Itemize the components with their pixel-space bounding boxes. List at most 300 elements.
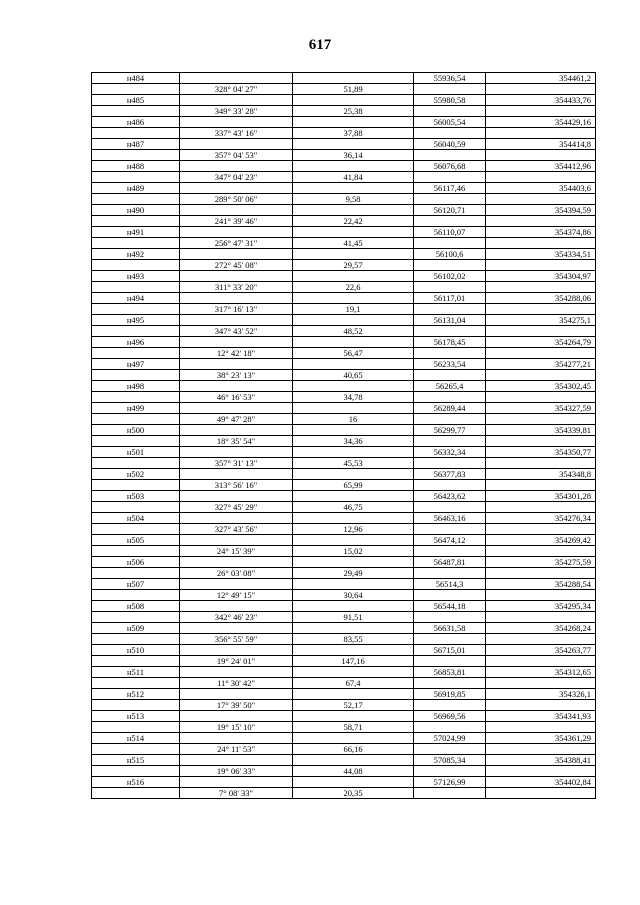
- y-coordinate-cell: [486, 678, 596, 689]
- point-row: [92, 491, 596, 502]
- point-row: [92, 205, 596, 216]
- x-coordinate-cell: 56853,81: [414, 667, 486, 678]
- x-coordinate-cell: [414, 590, 486, 601]
- segment-row: [92, 260, 596, 271]
- distance-cell: 22,42: [293, 216, 414, 227]
- x-coordinate-cell: [414, 194, 486, 205]
- y-coordinate-cell: [486, 326, 596, 337]
- distance-cell: 19,1: [293, 304, 414, 315]
- x-coordinate-cell: 56715,01: [414, 645, 486, 656]
- point-row: [92, 139, 596, 150]
- x-coordinate-cell: 57126,99: [414, 777, 486, 788]
- distance-cell: 16: [293, 414, 414, 425]
- y-coordinate-cell: [486, 172, 596, 183]
- point-cell: н513: [92, 711, 180, 722]
- y-coordinate-cell: [486, 524, 596, 535]
- y-coordinate-cell: 354295,34: [486, 601, 596, 612]
- x-coordinate-cell: [414, 766, 486, 777]
- point-cell: [92, 370, 180, 381]
- distance-cell: [293, 425, 414, 436]
- segment-row: [92, 414, 596, 425]
- x-coordinate-cell: 57024,99: [414, 733, 486, 744]
- segment-row: [92, 546, 596, 557]
- point-cell: [92, 194, 180, 205]
- x-coordinate-cell: 56131,04: [414, 315, 486, 326]
- segment-row: [92, 106, 596, 117]
- point-row: [92, 403, 596, 414]
- y-coordinate-cell: 354334,51: [486, 249, 596, 260]
- angle-cell: 19° 15' 10": [180, 722, 293, 733]
- x-coordinate-cell: [414, 150, 486, 161]
- point-cell: н512: [92, 689, 180, 700]
- x-coordinate-cell: 56332,34: [414, 447, 486, 458]
- distance-cell: 15,02: [293, 546, 414, 557]
- y-coordinate-cell: [486, 700, 596, 711]
- distance-cell: [293, 227, 414, 238]
- distance-cell: [293, 205, 414, 216]
- segment-row: [92, 480, 596, 491]
- y-coordinate-cell: 354361,29: [486, 733, 596, 744]
- y-coordinate-cell: [486, 414, 596, 425]
- distance-cell: [293, 73, 414, 84]
- point-cell: [92, 414, 180, 425]
- angle-cell: 272° 45' 08": [180, 260, 293, 271]
- x-coordinate-cell: 56117,46: [414, 183, 486, 194]
- point-cell: [92, 656, 180, 667]
- x-coordinate-cell: 56377,83: [414, 469, 486, 480]
- y-coordinate-cell: 354388,41: [486, 755, 596, 766]
- segment-row: [92, 766, 596, 777]
- y-coordinate-cell: 354461,2: [486, 73, 596, 84]
- distance-cell: [293, 183, 414, 194]
- x-coordinate-cell: 56117,01: [414, 293, 486, 304]
- distance-cell: [293, 359, 414, 370]
- x-coordinate-cell: [414, 84, 486, 95]
- point-cell: н485: [92, 95, 180, 106]
- angle-cell: [180, 205, 293, 216]
- point-cell: н516: [92, 777, 180, 788]
- angle-cell: [180, 777, 293, 788]
- point-cell: н515: [92, 755, 180, 766]
- point-cell: [92, 260, 180, 271]
- distance-cell: [293, 777, 414, 788]
- x-coordinate-cell: [414, 458, 486, 469]
- angle-cell: [180, 293, 293, 304]
- segment-row: [92, 304, 596, 315]
- x-coordinate-cell: [414, 700, 486, 711]
- y-coordinate-cell: 354402,84: [486, 777, 596, 788]
- x-coordinate-cell: 56299,77: [414, 425, 486, 436]
- distance-cell: [293, 689, 414, 700]
- point-cell: [92, 348, 180, 359]
- x-coordinate-cell: [414, 282, 486, 293]
- angle-cell: 337° 43' 16": [180, 128, 293, 139]
- x-coordinate-cell: 56040,59: [414, 139, 486, 150]
- point-row: [92, 183, 596, 194]
- x-coordinate-cell: 56102,02: [414, 271, 486, 282]
- y-coordinate-cell: 354304,97: [486, 271, 596, 282]
- point-cell: н506: [92, 557, 180, 568]
- y-coordinate-cell: 354341,93: [486, 711, 596, 722]
- y-coordinate-cell: [486, 370, 596, 381]
- x-coordinate-cell: 56110,07: [414, 227, 486, 238]
- point-cell: н514: [92, 733, 180, 744]
- y-coordinate-cell: 354276,34: [486, 513, 596, 524]
- x-coordinate-cell: 56100,6: [414, 249, 486, 260]
- point-cell: н490: [92, 205, 180, 216]
- y-coordinate-cell: 354264,79: [486, 337, 596, 348]
- point-row: [92, 425, 596, 436]
- angle-cell: 49° 47' 28": [180, 414, 293, 425]
- angle-cell: 327° 43' 56": [180, 524, 293, 535]
- distance-cell: 65,99: [293, 480, 414, 491]
- distance-cell: [293, 623, 414, 634]
- point-row: [92, 711, 596, 722]
- point-cell: [92, 502, 180, 513]
- point-row: [92, 601, 596, 612]
- point-cell: н491: [92, 227, 180, 238]
- y-coordinate-cell: 354269,42: [486, 535, 596, 546]
- y-coordinate-cell: [486, 744, 596, 755]
- point-cell: н502: [92, 469, 180, 480]
- x-coordinate-cell: [414, 788, 486, 799]
- segment-row: [92, 150, 596, 161]
- point-cell: [92, 612, 180, 623]
- y-coordinate-cell: [486, 590, 596, 601]
- x-coordinate-cell: 56919,85: [414, 689, 486, 700]
- point-cell: [92, 304, 180, 315]
- x-coordinate-cell: [414, 326, 486, 337]
- point-cell: [92, 128, 180, 139]
- point-row: [92, 755, 596, 766]
- point-row: [92, 161, 596, 172]
- x-coordinate-cell: 56076,68: [414, 161, 486, 172]
- angle-cell: 256° 47' 31": [180, 238, 293, 249]
- y-coordinate-cell: [486, 788, 596, 799]
- angle-cell: 7° 08' 33": [180, 788, 293, 799]
- y-coordinate-cell: [486, 634, 596, 645]
- angle-cell: [180, 161, 293, 172]
- segment-row: [92, 128, 596, 139]
- y-coordinate-cell: [486, 392, 596, 403]
- segment-row: [92, 84, 596, 95]
- angle-cell: 347° 04' 23": [180, 172, 293, 183]
- y-coordinate-cell: 354327,59: [486, 403, 596, 414]
- x-coordinate-cell: [414, 172, 486, 183]
- y-coordinate-cell: [486, 656, 596, 667]
- x-coordinate-cell: [414, 238, 486, 249]
- angle-cell: 289° 50' 06": [180, 194, 293, 205]
- point-cell: [92, 282, 180, 293]
- angle-cell: [180, 315, 293, 326]
- y-coordinate-cell: [486, 194, 596, 205]
- x-coordinate-cell: [414, 656, 486, 667]
- angle-cell: 313° 56' 16": [180, 480, 293, 491]
- angle-cell: [180, 579, 293, 590]
- y-coordinate-cell: 354339,81: [486, 425, 596, 436]
- x-coordinate-cell: [414, 524, 486, 535]
- point-cell: н504: [92, 513, 180, 524]
- point-row: [92, 381, 596, 392]
- y-coordinate-cell: 354326,1: [486, 689, 596, 700]
- angle-cell: 327° 45' 29": [180, 502, 293, 513]
- angle-cell: [180, 469, 293, 480]
- x-coordinate-cell: 56463,16: [414, 513, 486, 524]
- x-coordinate-cell: [414, 502, 486, 513]
- x-coordinate-cell: [414, 370, 486, 381]
- point-row: [92, 227, 596, 238]
- angle-cell: [180, 95, 293, 106]
- distance-cell: [293, 271, 414, 282]
- y-coordinate-cell: [486, 260, 596, 271]
- y-coordinate-cell: 354275,59: [486, 557, 596, 568]
- segment-row: [92, 678, 596, 689]
- x-coordinate-cell: [414, 546, 486, 557]
- point-cell: н497: [92, 359, 180, 370]
- point-cell: [92, 238, 180, 249]
- distance-cell: [293, 645, 414, 656]
- point-row: [92, 733, 596, 744]
- y-coordinate-cell: 354433,76: [486, 95, 596, 106]
- angle-cell: [180, 117, 293, 128]
- x-coordinate-cell: 55936,54: [414, 73, 486, 84]
- distance-cell: [293, 535, 414, 546]
- x-coordinate-cell: 57085,34: [414, 755, 486, 766]
- angle-cell: [180, 381, 293, 392]
- x-coordinate-cell: [414, 436, 486, 447]
- y-coordinate-cell: [486, 84, 596, 95]
- point-cell: [92, 788, 180, 799]
- angle-cell: 19° 24' 01": [180, 656, 293, 667]
- distance-cell: 83,55: [293, 634, 414, 645]
- point-row: [92, 623, 596, 634]
- angle-cell: [180, 359, 293, 370]
- segment-row: [92, 590, 596, 601]
- x-coordinate-cell: 56487,81: [414, 557, 486, 568]
- x-coordinate-cell: [414, 260, 486, 271]
- angle-cell: [180, 667, 293, 678]
- distance-cell: [293, 513, 414, 524]
- point-cell: [92, 216, 180, 227]
- x-coordinate-cell: [414, 722, 486, 733]
- angle-cell: [180, 601, 293, 612]
- point-row: [92, 359, 596, 370]
- point-cell: н498: [92, 381, 180, 392]
- distance-cell: 22,6: [293, 282, 414, 293]
- distance-cell: 36,14: [293, 150, 414, 161]
- angle-cell: 317° 16' 13": [180, 304, 293, 315]
- y-coordinate-cell: [486, 304, 596, 315]
- angle-cell: [180, 425, 293, 436]
- y-coordinate-cell: 354263,77: [486, 645, 596, 656]
- point-row: [92, 271, 596, 282]
- x-coordinate-cell: 56233,54: [414, 359, 486, 370]
- angle-cell: [180, 645, 293, 656]
- point-cell: н496: [92, 337, 180, 348]
- point-row: [92, 117, 596, 128]
- distance-cell: [293, 161, 414, 172]
- distance-cell: [293, 95, 414, 106]
- y-coordinate-cell: [486, 348, 596, 359]
- y-coordinate-cell: [486, 502, 596, 513]
- angle-cell: [180, 73, 293, 84]
- angle-cell: 19° 06' 33": [180, 766, 293, 777]
- angle-cell: 11° 30' 42": [180, 678, 293, 689]
- y-coordinate-cell: [486, 282, 596, 293]
- point-cell: [92, 744, 180, 755]
- y-coordinate-cell: [486, 216, 596, 227]
- angle-cell: 357° 04' 53": [180, 150, 293, 161]
- angle-cell: 18° 35' 54": [180, 436, 293, 447]
- distance-cell: 25,38: [293, 106, 414, 117]
- x-coordinate-cell: [414, 128, 486, 139]
- point-cell: н493: [92, 271, 180, 282]
- y-coordinate-cell: [486, 128, 596, 139]
- point-cell: н508: [92, 601, 180, 612]
- x-coordinate-cell: 56265,4: [414, 381, 486, 392]
- x-coordinate-cell: 56514,3: [414, 579, 486, 590]
- distance-cell: 29,57: [293, 260, 414, 271]
- y-coordinate-cell: 354412,96: [486, 161, 596, 172]
- angle-cell: [180, 623, 293, 634]
- point-cell: [92, 84, 180, 95]
- distance-cell: 41,45: [293, 238, 414, 249]
- distance-cell: 44,08: [293, 766, 414, 777]
- y-coordinate-cell: [486, 150, 596, 161]
- angle-cell: 24° 15' 39": [180, 546, 293, 557]
- point-cell: н492: [92, 249, 180, 260]
- y-coordinate-cell: [486, 106, 596, 117]
- y-coordinate-cell: 354277,21: [486, 359, 596, 370]
- angle-cell: 241° 39' 46": [180, 216, 293, 227]
- point-cell: н494: [92, 293, 180, 304]
- angle-cell: [180, 711, 293, 722]
- point-row: [92, 777, 596, 788]
- point-cell: [92, 634, 180, 645]
- x-coordinate-cell: [414, 634, 486, 645]
- angle-cell: 347° 43' 52": [180, 326, 293, 337]
- x-coordinate-cell: [414, 744, 486, 755]
- segment-row: [92, 568, 596, 579]
- angle-cell: 349° 33' 28": [180, 106, 293, 117]
- distance-cell: 147,16: [293, 656, 414, 667]
- x-coordinate-cell: 56120,71: [414, 205, 486, 216]
- segment-row: [92, 722, 596, 733]
- point-cell: [92, 546, 180, 557]
- x-coordinate-cell: [414, 568, 486, 579]
- segment-row: [92, 326, 596, 337]
- point-cell: н487: [92, 139, 180, 150]
- point-row: [92, 73, 596, 84]
- segment-row: [92, 502, 596, 513]
- point-cell: [92, 436, 180, 447]
- y-coordinate-cell: [486, 458, 596, 469]
- point-cell: н509: [92, 623, 180, 634]
- x-coordinate-cell: [414, 348, 486, 359]
- point-row: [92, 535, 596, 546]
- y-coordinate-cell: 354350,77: [486, 447, 596, 458]
- point-cell: н489: [92, 183, 180, 194]
- x-coordinate-cell: 56423,62: [414, 491, 486, 502]
- point-cell: [92, 480, 180, 491]
- x-coordinate-cell: 56178,45: [414, 337, 486, 348]
- y-coordinate-cell: 354414,8: [486, 139, 596, 150]
- distance-cell: [293, 601, 414, 612]
- y-coordinate-cell: 354288,06: [486, 293, 596, 304]
- point-cell: н486: [92, 117, 180, 128]
- y-coordinate-cell: 354374,86: [486, 227, 596, 238]
- angle-cell: 24° 11' 53": [180, 744, 293, 755]
- x-coordinate-cell: 56969,56: [414, 711, 486, 722]
- angle-cell: 12° 42' 18": [180, 348, 293, 359]
- point-cell: [92, 172, 180, 183]
- x-coordinate-cell: [414, 612, 486, 623]
- x-coordinate-cell: [414, 216, 486, 227]
- point-cell: [92, 568, 180, 579]
- distance-cell: [293, 315, 414, 326]
- point-row: [92, 645, 596, 656]
- angle-cell: [180, 689, 293, 700]
- distance-cell: [293, 469, 414, 480]
- distance-cell: 56,47: [293, 348, 414, 359]
- distance-cell: [293, 139, 414, 150]
- distance-cell: [293, 293, 414, 304]
- point-row: [92, 293, 596, 304]
- point-row: [92, 315, 596, 326]
- x-coordinate-cell: [414, 414, 486, 425]
- point-cell: н503: [92, 491, 180, 502]
- y-coordinate-cell: 354275,1: [486, 315, 596, 326]
- table-body: [92, 73, 596, 799]
- angle-cell: 311° 33' 20": [180, 282, 293, 293]
- distance-cell: [293, 117, 414, 128]
- x-coordinate-cell: [414, 480, 486, 491]
- distance-cell: [293, 447, 414, 458]
- point-row: [92, 469, 596, 480]
- distance-cell: 41,84: [293, 172, 414, 183]
- point-cell: н511: [92, 667, 180, 678]
- point-cell: [92, 590, 180, 601]
- y-coordinate-cell: 354312,65: [486, 667, 596, 678]
- y-coordinate-cell: [486, 480, 596, 491]
- point-cell: н499: [92, 403, 180, 414]
- segment-row: [92, 392, 596, 403]
- point-cell: н507: [92, 579, 180, 590]
- segment-row: [92, 172, 596, 183]
- point-cell: н488: [92, 161, 180, 172]
- x-coordinate-cell: 56474,12: [414, 535, 486, 546]
- x-coordinate-cell: [414, 304, 486, 315]
- y-coordinate-cell: 354302,45: [486, 381, 596, 392]
- distance-cell: [293, 403, 414, 414]
- x-coordinate-cell: 56289,44: [414, 403, 486, 414]
- distance-cell: [293, 557, 414, 568]
- point-cell: [92, 700, 180, 711]
- point-row: [92, 689, 596, 700]
- angle-cell: 12° 49' 15": [180, 590, 293, 601]
- y-coordinate-cell: [486, 238, 596, 249]
- point-row: [92, 249, 596, 260]
- y-coordinate-cell: [486, 766, 596, 777]
- distance-cell: 58,71: [293, 722, 414, 733]
- segment-row: [92, 458, 596, 469]
- y-coordinate-cell: 354268,24: [486, 623, 596, 634]
- distance-cell: 67,4: [293, 678, 414, 689]
- point-cell: н484: [92, 73, 180, 84]
- point-cell: [92, 150, 180, 161]
- angle-cell: 342° 46' 23": [180, 612, 293, 623]
- distance-cell: [293, 755, 414, 766]
